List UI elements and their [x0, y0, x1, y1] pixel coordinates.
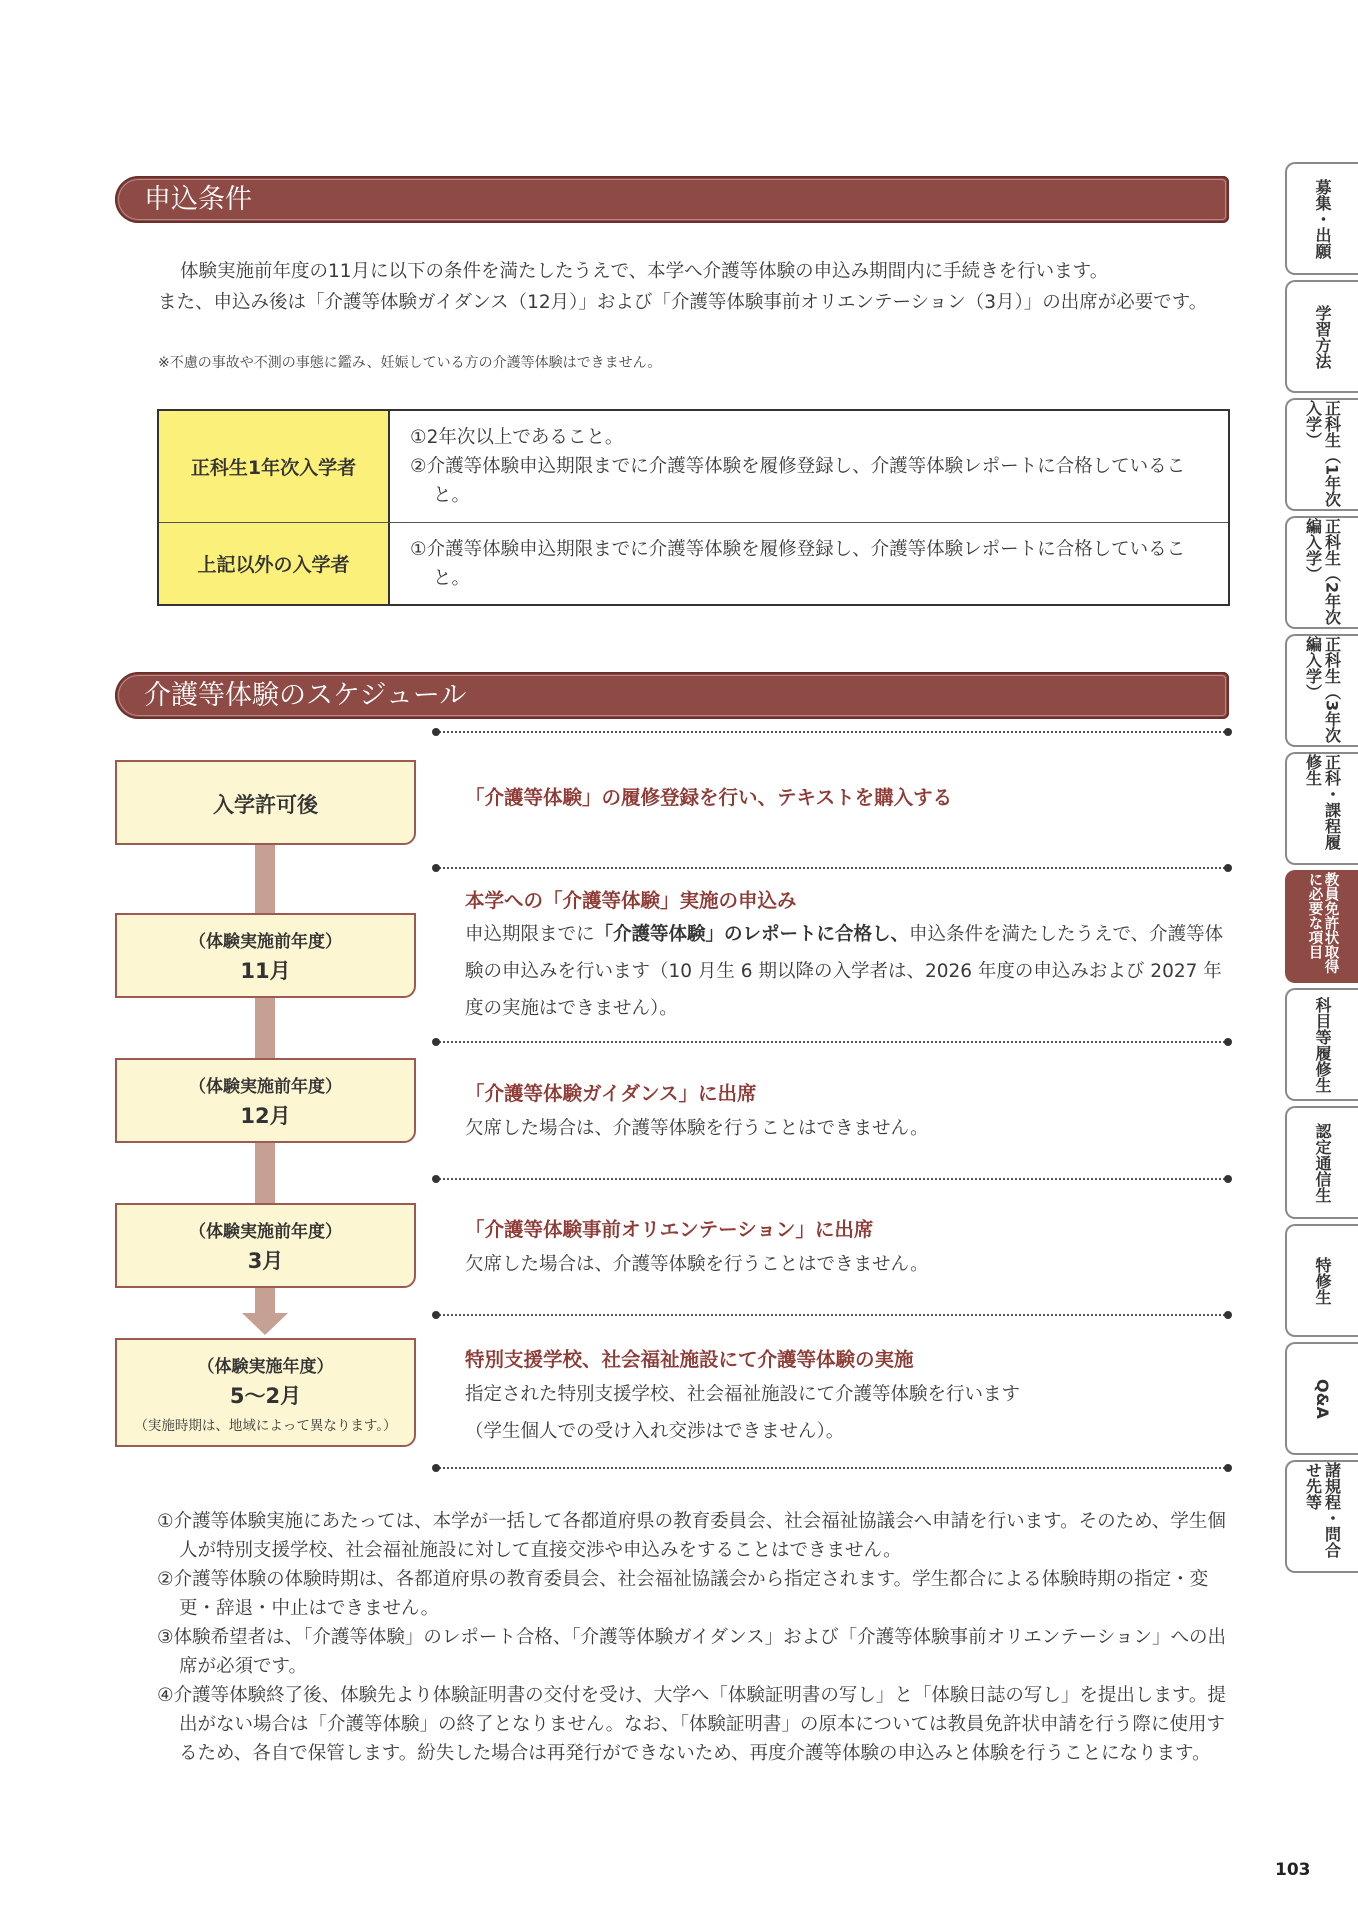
dotted-separator — [436, 1041, 1228, 1043]
row-content — [390, 411, 1228, 522]
schedule-box — [115, 913, 416, 998]
tab-credited-auditor[interactable]: 科目等履修生 — [1285, 988, 1358, 1101]
schedule-box — [115, 1203, 416, 1288]
section-header-application-conditions — [115, 176, 1229, 223]
table-row — [159, 411, 1228, 522]
schedule-box — [115, 1058, 416, 1143]
condition-item: ①2年次以上であること。 — [410, 427, 624, 448]
tab-certified-correspondence[interactable]: 認定通信生 — [1285, 1106, 1358, 1219]
step-description: 申込期限までに「介護等体験」のレポートに合格し、申込条件を満たしたうえで、介護等体験の申込みを行います（10 月生 6 期以降の入学者は、2026 年度の申込みおよび 2027 年度の実施はできません）。 — [465, 924, 1224, 1019]
step-title: 本学への「介護等体験」実施の申込み — [465, 889, 797, 912]
tab-regular-2nd-year[interactable]: 正科生（2年次編入学） — [1285, 516, 1358, 629]
tab-study-method[interactable]: 学習方法 — [1285, 280, 1358, 393]
step-title: 「介護等体験ガイダンス」に出席 — [465, 1082, 757, 1105]
dotted-separator — [436, 731, 1228, 733]
condition-item: ②介護等体験申込期限までに介護等体験を履修登録し、介護等体験レポートに合格していること。 — [410, 456, 1186, 506]
tab-teaching-license[interactable]: 教員免許状取得に必要な項目 — [1285, 870, 1358, 983]
page-number: 103 — [1275, 1860, 1311, 1880]
tab-special-student[interactable]: 特修生 — [1285, 1224, 1358, 1337]
row-content — [390, 523, 1228, 604]
row-label: 正科生1年次入学者 — [159, 411, 390, 522]
tab-recruitment[interactable]: 募集・出願 — [1285, 162, 1358, 275]
tab-course-student[interactable]: 正科・課程履修生 — [1285, 752, 1358, 865]
timeline-connector — [255, 844, 275, 914]
step-period: 3月 — [247, 1248, 284, 1273]
step-title: 特別支援学校、社会福祉施設にて介護等体験の実施 — [465, 1348, 914, 1371]
step-description: 欠席した場合は、介護等体験を行うことはできません。 — [465, 1118, 929, 1139]
tab-regulations-contact[interactable]: 諸規程・問合せ先等 — [1285, 1460, 1358, 1573]
tab-regular-3rd-year[interactable]: 正科生（3年次編入学） — [1285, 634, 1358, 747]
step-period-note: （実施時期は、地域によって異なります。） — [134, 1417, 397, 1434]
section-title: 申込条件 — [144, 184, 252, 215]
pregnancy-note: ※不慮の事故や不測の事態に鑑み、妊娠している方の介護等体験はできません。 — [158, 355, 662, 371]
step-fiscal-year: （体験実施前年度） — [189, 1221, 342, 1242]
step-description: 欠席した場合は、介護等体験を行うことはできません。 — [465, 1254, 929, 1275]
step-period: 11月 — [240, 958, 291, 983]
notes-list — [157, 1507, 1232, 1768]
list-item: ④介護等体験終了後、体験先より体験証明書の交付を受け、大学へ「体験証明書の写し」と「体験日誌の写し」を提出します。提出がない場合は「介護等体験」の終了となりません。なお、「体験証明書」の原本については教員免許状申請を行う際に使用するため、各自で保管します。紛失した場合は再発行ができないため、再度介護等体験の申込みと体験を行うことになります。 — [157, 1685, 1226, 1764]
intro-line: 体験実施前年度の11月に以下の条件を満たしたうえで、本学へ介護等体験の申込み期間内に手続きを行います。 — [180, 261, 1109, 282]
dotted-separator — [436, 867, 1228, 869]
step-period: 5〜2月 — [229, 1383, 302, 1408]
section-title: 介護等体験のスケジュール — [144, 680, 467, 711]
step-description: 指定された特別支援学校、社会福祉施設にて介護等体験を行います （学生個人での受け入れ交渉はできません）。 — [465, 1384, 1021, 1442]
dotted-separator — [436, 1314, 1228, 1316]
schedule-box — [115, 1338, 416, 1447]
step-period: 入学許可後 — [213, 793, 318, 817]
list-item: ②介護等体験の体験時期は、各都道府県の教育委員会、社会福祉協議会から指定されます。学生都合による体験時期の指定・変更・辞退・中止はできません。 — [157, 1569, 1209, 1619]
table-row — [159, 522, 1228, 604]
step-period: 12月 — [240, 1103, 291, 1128]
dotted-separator — [436, 1467, 1228, 1469]
tab-qa[interactable]: Q&A — [1285, 1342, 1358, 1455]
list-item: ③体験希望者は、「介護等体験」のレポート合格、「介護等体験ガイダンス」および「介護等体験事前オリエンテーション」への出席が必須です。 — [157, 1627, 1227, 1677]
timeline-connector — [255, 997, 275, 1059]
tab-regular-1st-year[interactable]: 正科生（1年次入学） — [1285, 398, 1358, 511]
schedule-box — [115, 760, 416, 845]
timeline-arrow-icon — [242, 1313, 288, 1335]
conditions-table — [157, 409, 1230, 606]
section-header-schedule — [115, 672, 1229, 719]
list-item: ①介護等体験実施にあたっては、本学が一括して各都道府県の教育委員会、社会福祉協議会へ申請を行います。そのため、学生個人が特別支援学校、社会福祉施設に対して直接交渉や申込みをすることはできません。 — [157, 1511, 1226, 1561]
step-title: 「介護等体験」の履修登録を行い、テキストを購入する — [465, 786, 953, 809]
row-label: 上記以外の入学者 — [159, 523, 390, 604]
step-fiscal-year: （体験実施前年度） — [189, 931, 342, 952]
dotted-separator — [436, 1178, 1228, 1180]
condition-item: ①介護等体験申込期限までに介護等体験を履修登録し、介護等体験レポートに合格していること。 — [410, 539, 1186, 589]
intro-paragraph — [158, 256, 1233, 318]
intro-line: また、申込み後は「介護等体験ガイダンス（12月）」および「介護等体験事前オリエンテーション（3月）」の出席が必要です。 — [158, 292, 1208, 313]
step-title: 「介護等体験事前オリエンテーション」に出席 — [465, 1218, 874, 1241]
timeline-connector — [255, 1287, 275, 1315]
step-fiscal-year: （体験実施前年度） — [189, 1076, 342, 1097]
timeline-connector — [255, 1142, 275, 1204]
step-fiscal-year: （体験実施年度） — [197, 1356, 334, 1377]
